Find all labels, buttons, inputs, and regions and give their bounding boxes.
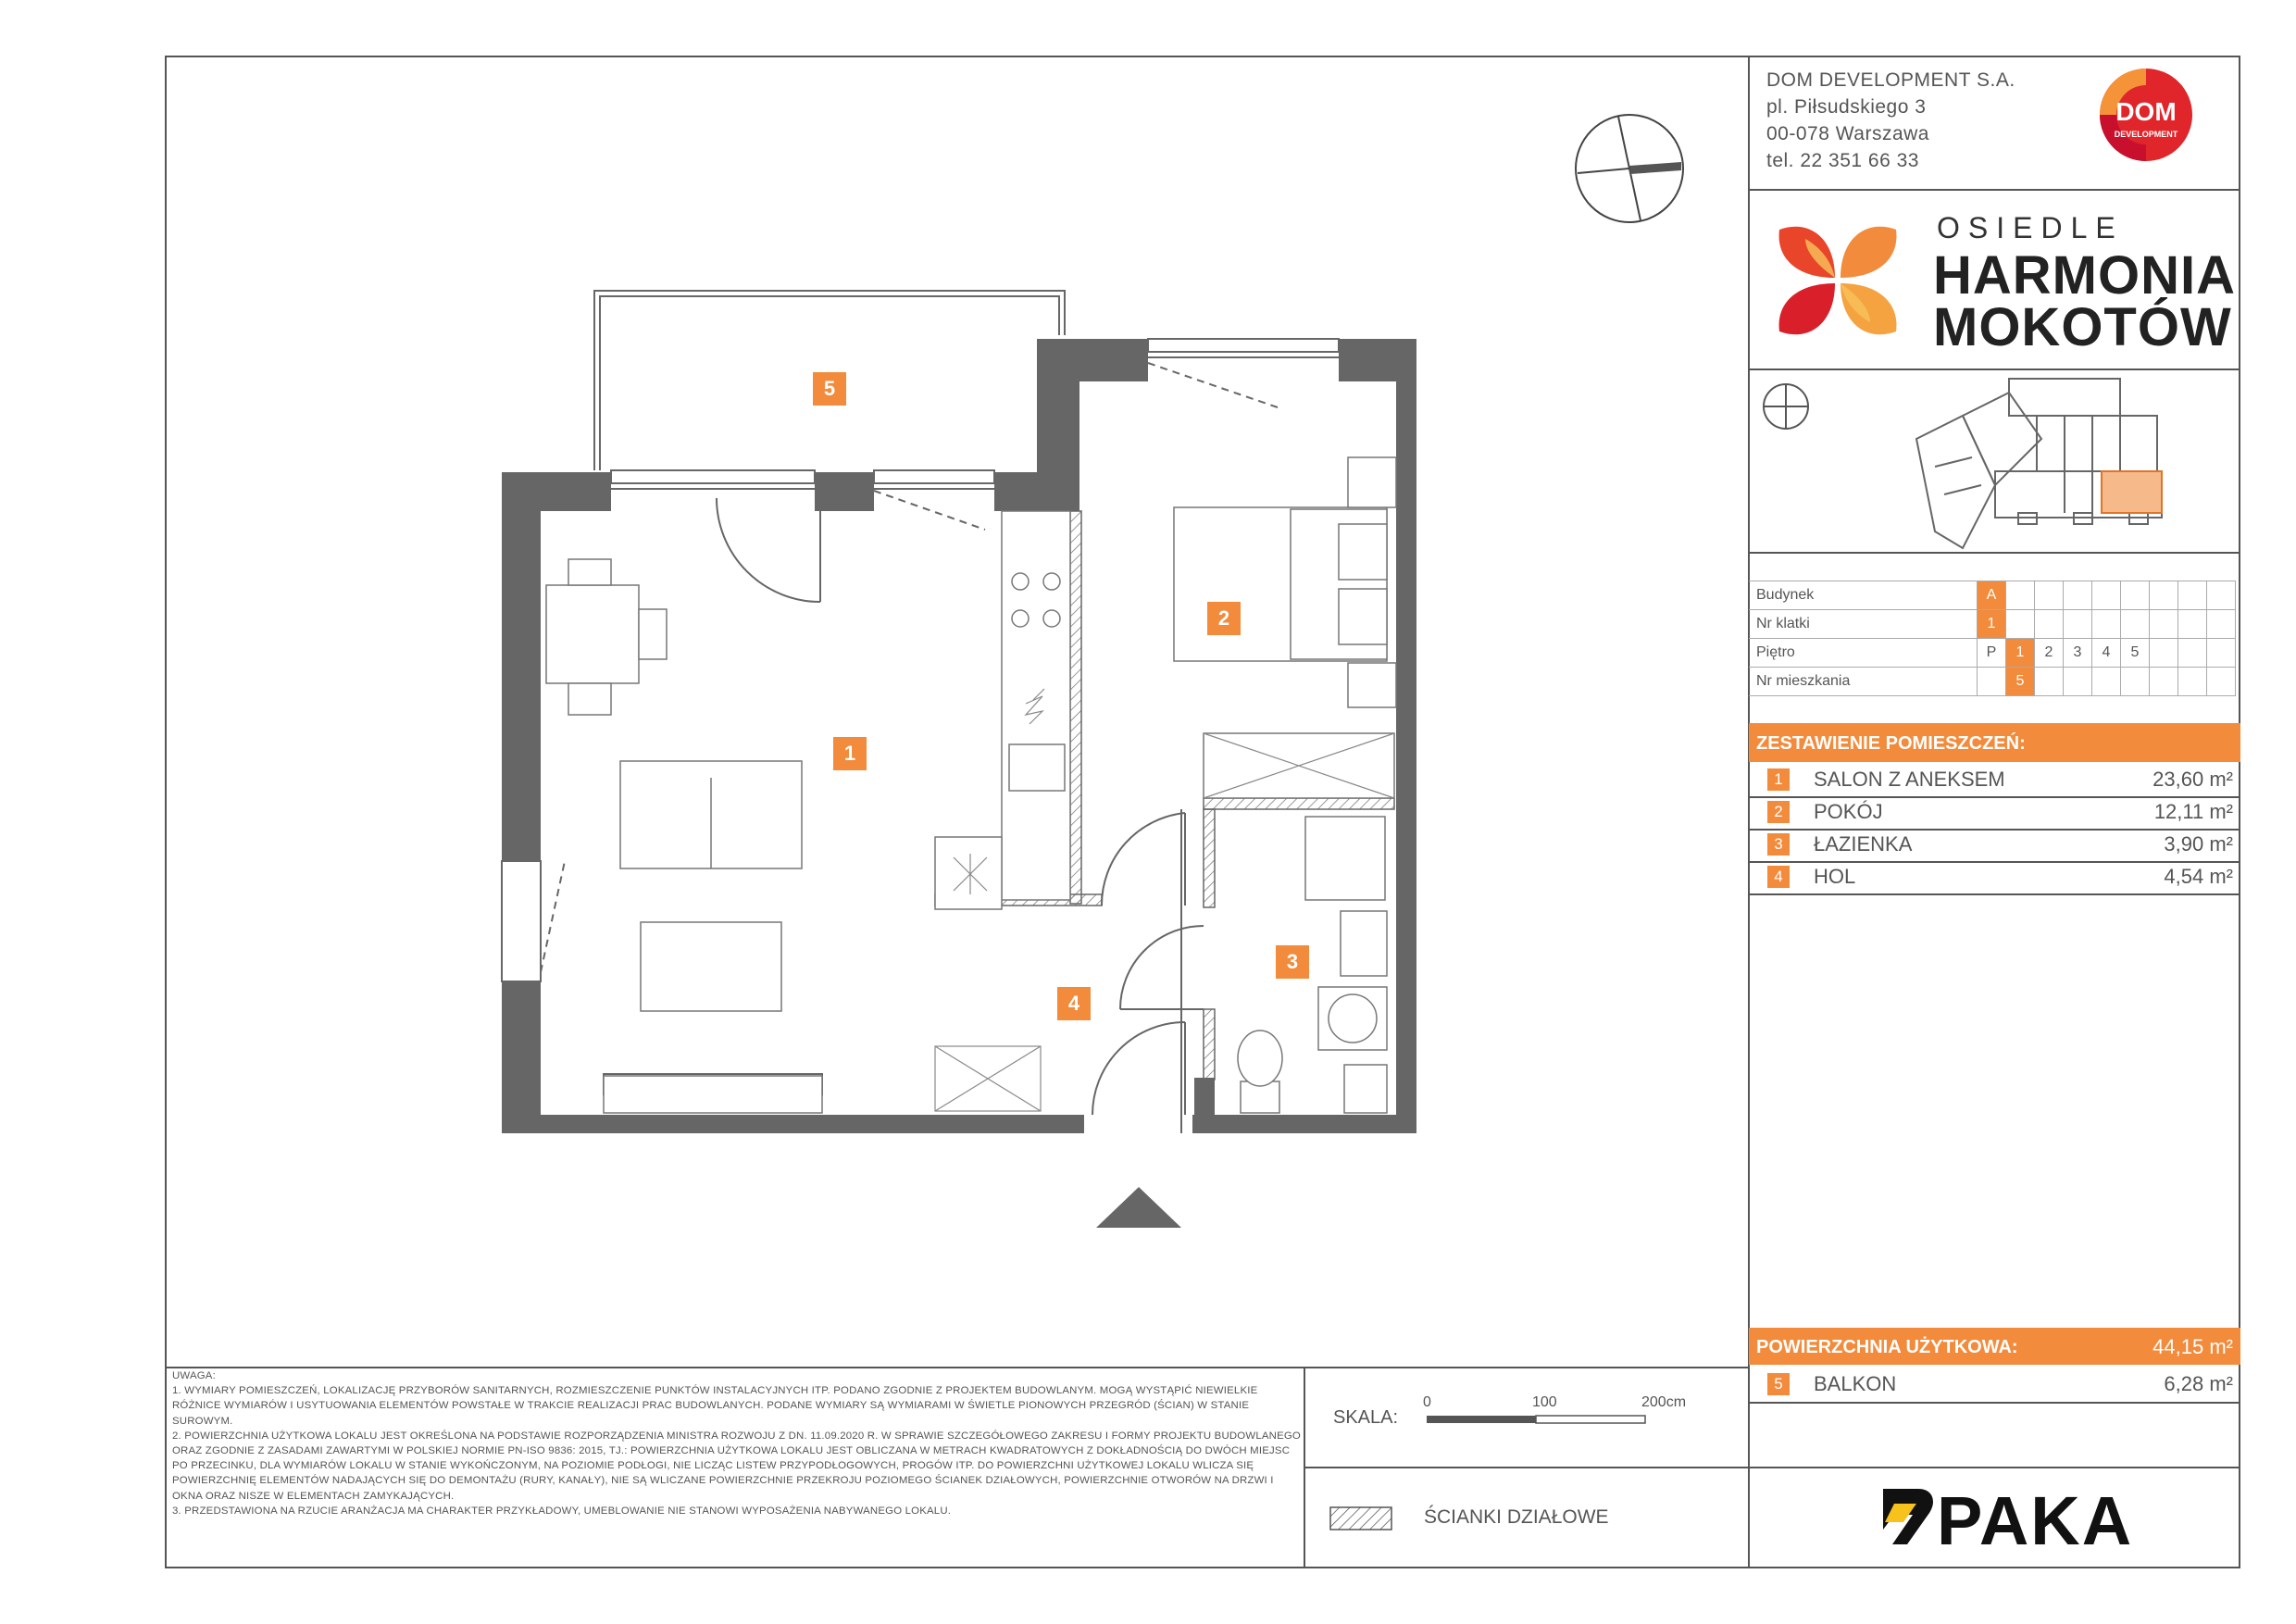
room-num: 3 (1767, 833, 1790, 856)
room-row (1749, 829, 2240, 863)
info-cell (2064, 668, 2092, 696)
info-cell (2006, 610, 2035, 639)
plan-room-5-label: 5 (813, 372, 846, 406)
apartment-info-table (1749, 581, 2236, 696)
partition-wall-hatch-icon (1329, 1506, 1392, 1535)
info-cell (2207, 639, 2236, 668)
info-row-label: Piętro (1749, 639, 1978, 668)
logo-text: DOM (2115, 97, 2177, 126)
info-row (1749, 639, 2236, 668)
room-name: ŁAZIENKA (1814, 832, 1913, 856)
info-cell: 5 (2006, 668, 2035, 696)
room-name: POKÓJ (1814, 800, 1883, 823)
key-plan (1907, 374, 2185, 555)
room-row (1749, 764, 2240, 798)
balcony-name: BALKON (1814, 1372, 1897, 1395)
entrance-arrow-icon (1096, 1187, 1181, 1234)
scale-tick-200: 200cm (1641, 1394, 1687, 1410)
room-row (1749, 796, 2240, 831)
info-cell (2150, 610, 2178, 639)
divider-scale-legend (1304, 1467, 2240, 1468)
furniture (546, 457, 1396, 1113)
info-cell (2178, 581, 2207, 610)
info-cell (1978, 668, 2006, 696)
info-cell: P (1978, 639, 2006, 668)
info-cell (2178, 610, 2207, 639)
info-cell (2121, 610, 2150, 639)
info-cell: A (1978, 581, 2006, 610)
info-cell (2150, 581, 2178, 610)
project-prefix: OSIEDLE (1937, 211, 2124, 244)
balcony-area: 6,28 m² (2164, 1372, 2233, 1395)
room-name: SALON Z ANEKSEM (1814, 768, 2005, 791)
balcony-row (1749, 1368, 2240, 1401)
usable-area-value: 44,15 m² (2152, 1335, 2233, 1358)
room-num: 2 (1767, 801, 1790, 823)
note-2: 2. POWIERZCHNIA UŻYTKOWA LOKALU JEST OKREŚLONA NA PODSTAWIE ROZPORZĄDZENIA MINISTRA ROZWOJU Z DN. 11.09.2020 R. W SPRAWIE SZCZEGÓŁOWEGO ZAKRESU I FORMY PROJEKTU BUDOWLANEGO ORAZ ZGODNIE Z ZASADAMI ZAWARTYMI W POLSKIEJ NORMIE PN-ISO 9836: 2015, TJ.: POWIERZCHNIA UŻYTKOWA LOKALU JEST OBLICZANA W METRACH KWADRATOWYCH Z DOKŁADNOŚCIĄ DO DWÓCH MIEJSC PO PRZECINKU, DLA WYMIARÓW LOKALU W STANIE WYKOŃCZONYM, NA POZIOMIE PODŁOGI, NIE LICZĄC LISTEW PRZYPODŁOGOWYCH, PROGÓW ITP. DO POWIERZCHNI UŻYTKOWEJ LOKALU WLICZA SIĘ POWIERZCHNIĘ ELEMENTÓW NADAJĄCYCH SIĘ DO DEMONTAŻU (RURY, KANAŁY), NIE SĄ WLICZANE POWIERZCHNIE PRZEKROJU POZIOMEGO ŚCIANEK DZIAŁOWYCH, POWIERZCHNIE OTWORÓW NA DRZWI I OKNA ORAZ NISZE W ELEMENTACH ZAMYKAJĄCYCH. (172, 1430, 1301, 1502)
floor-plan (491, 278, 1444, 1153)
info-cell (2035, 668, 2064, 696)
divider-project (1748, 369, 2240, 370)
divider-company (1748, 189, 2240, 191)
info-row-label: Nr klatki (1749, 610, 1978, 639)
project-name-1: HARMONIA (1933, 245, 2236, 306)
info-cell (2178, 668, 2207, 696)
room-area: 12,11 m² (2153, 800, 2233, 823)
info-cell (2207, 581, 2236, 610)
info-cell (2092, 581, 2121, 610)
info-cell: 1 (2006, 639, 2035, 668)
usable-area-bar (1749, 1328, 2240, 1365)
info-cell (2207, 610, 2236, 639)
info-cell: 3 (2064, 639, 2092, 668)
info-cell: 5 (2121, 639, 2150, 668)
info-cell (2150, 639, 2178, 668)
rooms-summary-title: ZESTAWIENIE POMIESZCZEŃ: (1756, 733, 2026, 754)
room-num: 4 (1767, 866, 1790, 888)
legend-partition-walls: ŚCIANKI DZIAŁOWE (1424, 1506, 1609, 1528)
info-cell (2035, 610, 2064, 639)
windows (502, 339, 1339, 1094)
project-name-2: MOKOTÓW (1933, 297, 2232, 357)
info-cell (2006, 581, 2035, 610)
usable-area-label: POWIERZCHNIA UŻYTKOWA: (1756, 1337, 2018, 1357)
info-row-label: Nr mieszkania (1749, 668, 1978, 696)
info-cell (2064, 581, 2092, 610)
plan-room-4-label: 4 (1057, 987, 1091, 1020)
scale-tick-100: 100 (1532, 1394, 1557, 1410)
info-cell: 2 (2035, 639, 2064, 668)
company-phone: tel. 22 351 66 33 (1766, 150, 1919, 171)
info-cell (2035, 581, 2064, 610)
info-cell (2092, 610, 2121, 639)
room-area: 3,90 m² (2164, 832, 2233, 856)
plan-room-1-label: 1 (833, 737, 867, 770)
north-compass-icon (1572, 111, 1687, 231)
info-cell (2064, 610, 2092, 639)
info-cell (2178, 639, 2207, 668)
room-name: HOL (1814, 865, 1856, 888)
scale-bar (1426, 1413, 1648, 1432)
company-name: DOM DEVELOPMENT S.A. (1766, 69, 2015, 91)
notes (172, 1368, 1302, 1518)
company-address-2: 00-078 Warszawa (1766, 123, 1929, 144)
harmonia-flower-logo (1768, 211, 1907, 350)
info-cell: 1 (1978, 610, 2006, 639)
room-area: 23,60 m² (2152, 768, 2233, 791)
note-1: 1. WYMIARY POMIESZCZEŃ, LOKALIZACJĘ PRZYBORÓW SANITARNYCH, ROZMIESZCZENIE PUNKTÓW INSTALACYJNYCH ITP. PODANO ZGODNIE Z PROJEKTEM BUDOWLANYM. MOGĄ WYSTĄPIĆ NIEWIELKIE RÓŻNICE WYMIARÓW I USYTUOWANIA ELEMENTÓW POWSTAŁE W TRAKCIE REALIZACJI PRAC BUDOWLANYCH. PODANE WYMIARY SĄ WYMIARAMI W ŚWIETLE PIONOWYCH PRZEGRÓD (ŚCIAN) W STANIE SUROWYM. (172, 1385, 1258, 1427)
plan-room-3-label: 3 (1276, 945, 1309, 979)
room-area: 4,54 m² (2164, 865, 2233, 888)
divider-balcony (1748, 1402, 2240, 1404)
dom-development-logo (2087, 67, 2205, 163)
company-address-1: pl. Piłsudskiego 3 (1766, 96, 1927, 118)
scale-tick-0: 0 (1423, 1394, 1431, 1410)
info-cell (2150, 668, 2178, 696)
info-cell (2121, 668, 2150, 696)
notes-title: UWAGA: (172, 1370, 216, 1381)
info-cell (2207, 668, 2236, 696)
info-row (1749, 581, 2236, 610)
brand-name: PAKA (1937, 1482, 2134, 1559)
info-row (1749, 668, 2236, 696)
paka-logo-icon (1879, 1485, 1940, 1555)
note-3: 3. PRZEDSTAWIONA NA RZUCIE ARANŻACJA MA CHARAKTER PRZYKŁADOWY, UMEBLOWANIE NIE STANOWI WYPOSAŻENIA NABYWANEGO LOKALU. (172, 1505, 952, 1517)
info-cell: 4 (2092, 639, 2121, 668)
plan-room-2-label: 2 (1207, 602, 1241, 635)
company-info (1766, 67, 2015, 174)
floor-plan-drawing (491, 278, 1444, 1148)
logo-subtext: DEVELOPMENT (2114, 130, 2178, 139)
info-cell (2092, 668, 2121, 696)
info-row-label: Budynek (1749, 581, 1978, 610)
rooms-summary-header (1749, 723, 2240, 762)
info-row (1749, 610, 2236, 639)
balcony-num: 5 (1767, 1373, 1790, 1395)
scale-label: SKALA: (1333, 1407, 1399, 1428)
room-num: 1 (1767, 768, 1790, 791)
room-row (1749, 861, 2240, 895)
key-plan-compass-icon (1763, 383, 1809, 434)
info-cell (2121, 581, 2150, 610)
